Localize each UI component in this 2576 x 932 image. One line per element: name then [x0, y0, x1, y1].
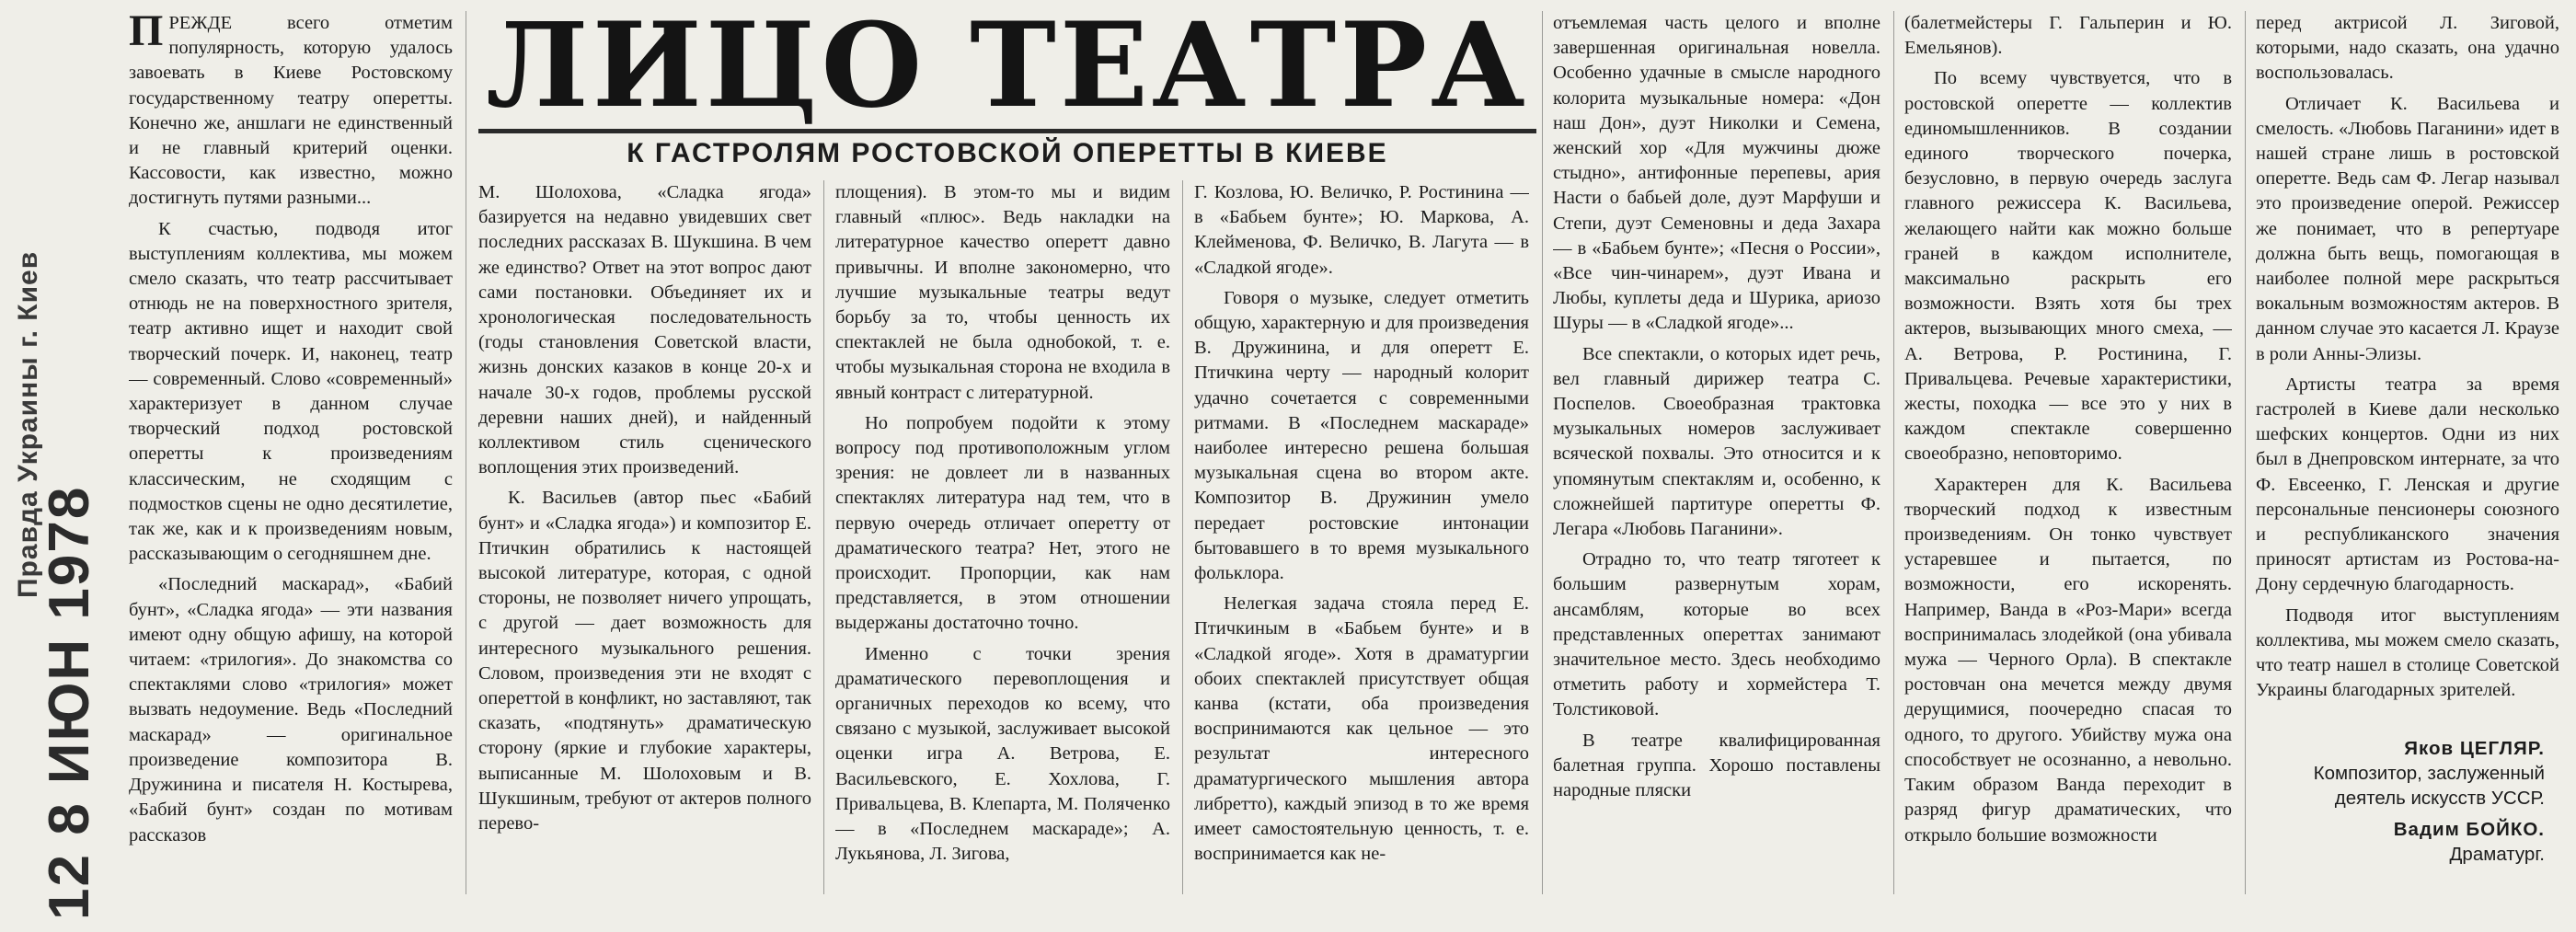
author-role: Драматург.	[2449, 844, 2545, 865]
column-rule	[823, 180, 824, 894]
paragraph: В театре квалифицированная балетная группа. Хорошо поставлены народные пляски	[1553, 730, 1880, 801]
author-signature-1	[2314, 736, 2545, 811]
author-role: Композитор, заслуженный	[2313, 763, 2545, 784]
paragraph: М. Шолохова, «Сладка ягода» базируется на недавно увидевших свет последних рассказах В. Шукшина. В чем же единство? Ответ на этот вопрос дают сами постановки. Объединяет их и хронологическая последовательность (годы становления Советской власти, жизнь донских казаков в конце 20-х и начале 30-х годов, проблемы русской деревни наших дней), и найденный коллективом стиль сценического воплощения этих произведений.	[478, 182, 811, 478]
paragraph: Г. Козлова, Ю. Величко, Р. Ростинина — в «Бабьем бунте»; Ю. Маркова, А. Клейменова, Ф. Величко, В. Лагута — в «Сладкой ягоде».	[1194, 182, 1529, 278]
paragraph: По всему чувствуется, что в ростовской оперетте — коллектив единомышленников. В создании единого творческого почерка, безусловно, в первую очередь заслуга главного режиссера К. Васильева, желающего найти как можно больше граней в каждом исполнителе, максимально раскрыть его возможности. Взять хотя бы трех актеров, вызывающих много смеха, — А. Ветрова, Р. Ростинина, Г. Привальцева. Речевые характеристики, жесты, походка — все это у них в каждом спектакле совершенно своеобразно, неповторимо.	[1904, 68, 2232, 465]
author-signature-2	[2394, 817, 2545, 867]
author-name: Вадим БОЙКО.	[2393, 819, 2545, 840]
article-column-5	[1553, 11, 1880, 908]
subheadline: К ГАСТРОЛЯМ РОСТОВСКОЙ ОПЕРЕТТЫ В КИЕВЕ	[627, 138, 1388, 168]
headline: ЛИЦО ТЕАТРА	[486, 0, 1529, 133]
article-column-4	[1194, 180, 1529, 907]
paragraph: Отрадно то, что театр тяготеет к большим развернутым хорам, ансамблям, которые во всех представленных опереттах занимают значительное место. Здесь необходимо отметить работу и хормейстера Т. Толстиковой.	[1553, 549, 1880, 720]
author-name: Яков ЦЕГЛЯР.	[2404, 738, 2545, 759]
date-stamp: 12 8 ИЮН 1978	[38, 485, 101, 920]
paragraph: Подводя итог выступлениям коллектива, мы можем смело сказать, что театр нашел в столице Советской Украины благодарных зрителей.	[2256, 604, 2559, 701]
paragraph: (балетмейстеры Г. Гальперин и Ю. Емельянов).	[1904, 13, 2232, 59]
lead-paragraph	[129, 11, 453, 212]
paragraph: Характерен для К. Васильева творческий подход к известным произведениям. Он тонко чувствует устаревшее и пытается, по возможности, его искоренять. Например, Ванда в «Роз-Мари» всегда воспринималась злодейкой (она убивала мужа — Черного Орла). В спектакле ростовчан она мечется между двумя дерущимися, поочередно спасая то одного, то другого. Убийству мужа она способствует не осознанно, а невольно. Таким образом Ванда переходит в разряд фигур драматических, что открыло большие возможности	[1904, 474, 2232, 846]
column-rule	[1182, 180, 1183, 894]
paragraph-text: РЕЖДЕ всего отметим популярность, которую удалось завоевать в Киеве Ростовскому государственному театру оперетты. Конечно же, аншлаги не единственный и не главный критерий оценки. Кассовости, как известно, можно достигнуть путями разными...	[129, 13, 453, 209]
paragraph: Но попробуем подойти к этому вопросу под противоположным углом зрения: не довлеет ли в названных спектаклях литература над тем, что в первую очередь отличает оперетту от драматического театра? Нет, этого не происходит. Пропорции, как нам представляется, в этом отношении выдержаны достаточно точно.	[835, 412, 1170, 634]
article-column-7	[2256, 11, 2559, 738]
source-stamp: Правда Украины г. Киев	[13, 250, 43, 598]
paragraph: Именно с точки зрения драматического перевоплощения и органичных переходов ко всему, что связано с музыкой, заслуживает высокой оценки игра А. Ветрова, Е. Васильевского, Е. Хохлова, Г. Привальцева, В. Клепарта, М. Поляченко — в «Последнем маскараде»; А. Лукьянова, Л. Зигова,	[835, 643, 1170, 865]
paragraph: перед актрисой Л. Зиговой, которыми, надо сказать, она удачно воспользовалась.	[2256, 13, 2559, 84]
paragraph: К. Васильев (автор пьес «Бабий бунт» и «Сладка ягода») и композитор Е. Птичкин обратились к настоящей высокой литературе, которая, с одной стороны, не позволяет ничего упрощать, с другой — дает возможность для интересного музыкального решения. Словом, произведения эти не входят с опереттой в конфликт, но заставляют, так сказать, «подтянуть» драматическую сторону (яркие и глубокие характеры, выписанные М. Шолоховым и В. Шукшиным, требуют от актеров полного перево-	[478, 488, 811, 834]
paragraph: Нелегкая задача стояла перед Е. Птичкиным в «Бабьем бунте» и в «Сладкой ягоде». Хотя в драматургии обоих спектаклей присутствует общая канва (кстати, оба произведения воспринимаются как цельное — это результат интересного драматургического мышления автора либретто), каждый эпизод в то же время имеет самостоятельную ценность, т. е. воспринимается как не-	[1194, 593, 1529, 865]
paragraph: Все спектакли, о которых идет речь, вел главный дирижер театра С. Поспелов. Своеобразная трактовка музыкальных номеров заслуживает всяческой похвалы. Это относится и к упомянутым спектаклям и, особенно, к сложнейшей партитуре оперетты Ф. Легара «Любовь Паганини».	[1553, 343, 1880, 540]
article-column-2	[478, 180, 811, 907]
article-column-1	[129, 11, 453, 908]
column-rule	[1893, 11, 1894, 894]
paragraph: Отличает К. Васильева и смелость. «Любовь Паганини» идет в нашей стране лишь в ростовской оперетте. Ведь сам Ф. Легар называл это произведение оперой. Режиссер же понимает, что в репертуаре должна быть вещь, помогающая в наиболее полной мере раскрыться вокальным возможностям актеров. В данном случае это касается Л. Краузе в роли Анны-Элизы.	[2256, 93, 2559, 364]
article-column-6	[1904, 11, 2232, 908]
drop-cap: П	[129, 11, 164, 55]
paragraph: отъемлемая часть целого и вполне завершенная оригинальная новелла. Особенно удачные в смысле народного колорита музыкальные номера: «Дон наш Дон», дуэт Николки и Семена, женский хор «Для мужчины дюже стыдно», антифонные перепевы, ария Насти о бабьей доле, дуэт Марфуши и Степи, дуэт Семеновны и деда Захара — в «Бабьем бунте»; «Песня о России», «Все чин-чинарем», дуэт Ивана и Любы, куплеты деда и Шурика, ариозо Шуры — в «Сладкой ягоде»...	[1553, 13, 1880, 334]
paragraph: Артисты театра за время гастролей в Киеве дали несколько шефских концертов. Одни из них был в Днепровском интернате, за что Ф. Евсеенко, Г. Ленская и другие персональные пенсионеры союзного и республиканского значения приносят артистам из Ростова-на-Дону сердечную благодарность.	[2256, 374, 2559, 595]
article-column-3	[835, 180, 1170, 907]
author-role: деятель искусств УССР.	[2334, 788, 2545, 809]
column-rule	[1542, 11, 1543, 894]
paragraph: Говоря о музыке, следует отметить общую, характерную и для произведения В. Дружинина, и для оперетт Е. Птичкина черту — народный колорит удачно сочетается с современными ритмами. В «Последнем маскараде» наиболее интересно решена большая музыкальная сцена во втором акте. Композитор В. Дружинин умело передает ростовские интонации бытовавшего в то время музыкального фольклора.	[1194, 287, 1529, 584]
paragraph: «Последний маскарад», «Бабий бунт», «Сладка ягода» — эти названия имеют одну общую афишу, на которой читаем: «трилогия». До знакомства со спектаклями слово «трилогия» может вызвать недоумение. Ведь «Последний маскарад» — оригинальное произведение композитора В. Дружинина и писателя Н. Костырева, «Бабий бунт» создан по мотивам рассказов	[129, 574, 453, 846]
paragraph: К счастью, подводя итог выступлениям коллектива, мы можем смело сказать, что театр рассчитывает отнюдь не на поверхностного зрителя, театр активно ищет и находит свой творческий почерк. И, наконец, театр — современный. Слово «современный» характеризует в данном случае творческий подход ростовской оперетты к произведениям классическим, не сходящим с подмостков сцены не одно десятилетие, так же, как и к произведениям новым, рассказывающим о сегодняшнем дне.	[129, 218, 453, 565]
paragraph: площения). В этом-то мы и видим главный «плюс». Ведь накладки на литературное качество оперетт давно привычны. И вполне закономерно, что лучшие музыкальные театры ведут борьбу за то, чтобы ценность их спектаклей не была однобокой, т. е. чтобы музыкальная сторона не входила в явный контраст с литературной.	[835, 182, 1170, 403]
column-rule	[2245, 11, 2246, 894]
